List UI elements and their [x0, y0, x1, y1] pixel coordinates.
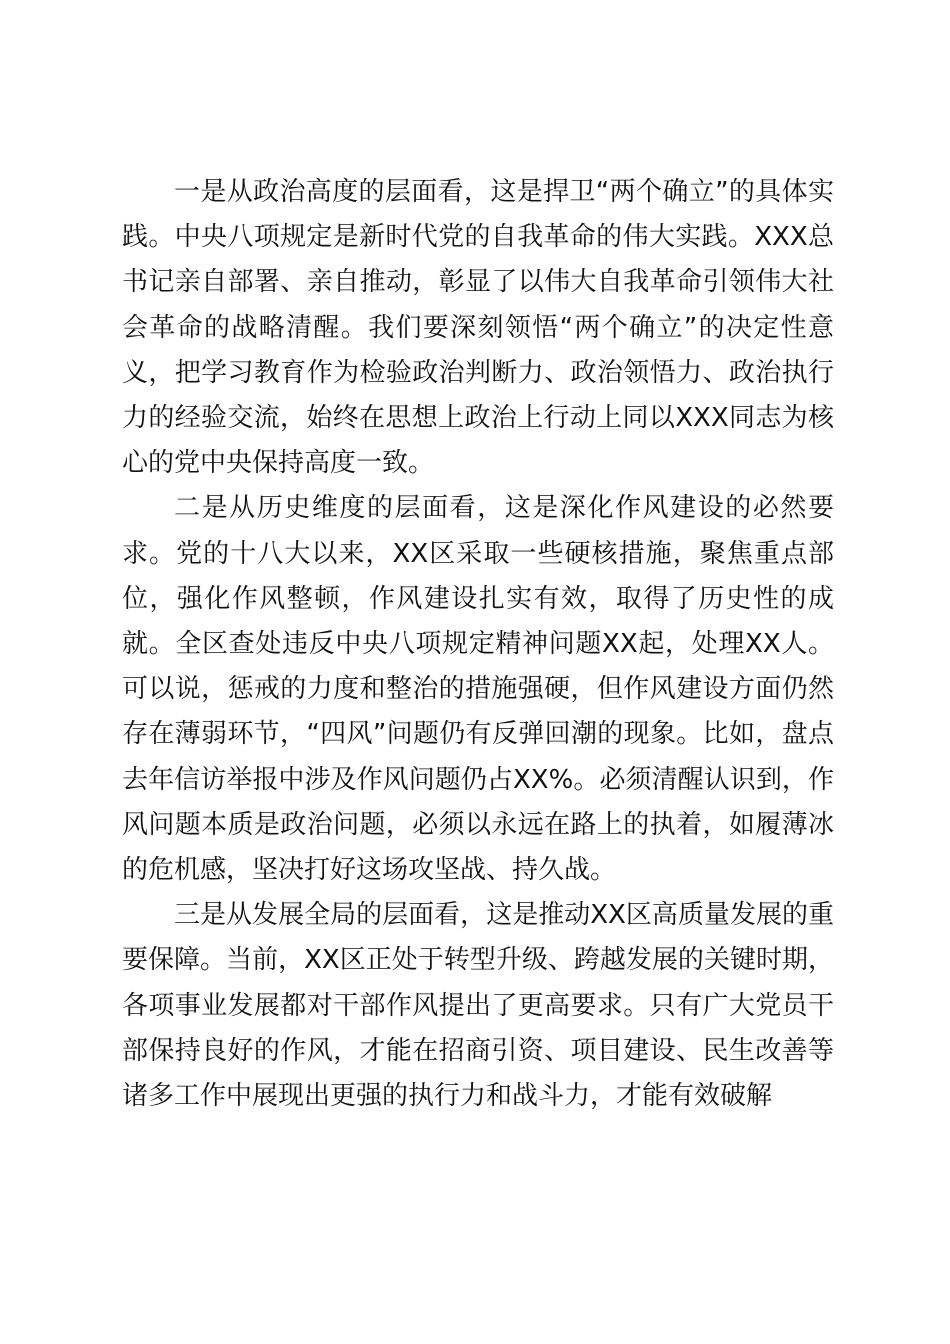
paragraph-development-overall: 三是从发展全局的层面看，这是推动XX区高质量发展的重要保障。当前，XX区正处于转型升级、跨越发展的关键时期，各项事业发展都对干部作风提出了更高要求。只有广大党员干部保持良好的作风，才能在招商引资、项目建设、民生改善等诸多工作中展现出更强的执行力和战斗力，才能有效破解 — [122, 900, 834, 1112]
document-body — [122, 170, 834, 1119]
paragraph-political-height: 一是从政治高度的层面看，这是捍卫“两个确立”的具体实践。中央八项规定是新时代党的自我革命的伟大实践。XXX总书记亲自部署、亲自推动，彰显了以伟大自我革命引领伟大社会革命的战略清醒。我们要深刻领悟“两个确立”的决定性意义，把学习教育作为检验政治判断力、政治领悟力、政治执行力的经验交流，始终在思想上政治上行动上同以XXX同志为核心的党中央保持高度一致。 — [122, 177, 834, 479]
paragraph-historical-dimension: 二是从历史维度的层面看，这是深化作风建设的必然要求。党的十八大以来，XX区采取一些硬核措施，聚焦重点部位，强化作风整顿，作风建设扎实有效，取得了历史性的成就。全区查处违反中央八项规定精神问题XX起，处理XX人。可以说，惩戒的力度和整治的措施强硬，但作风建设方面仍然存在薄弱环节，“四风”问题仍有反弹回潮的现象。比如，盘点去年信访举报中涉及作风问题仍占XX%。必须清醒认识到，作风问题本质是政治问题，必须以永远在路上的执着，如履薄冰的危机感，坚决打好这场攻坚战、持久战。 — [122, 493, 834, 886]
